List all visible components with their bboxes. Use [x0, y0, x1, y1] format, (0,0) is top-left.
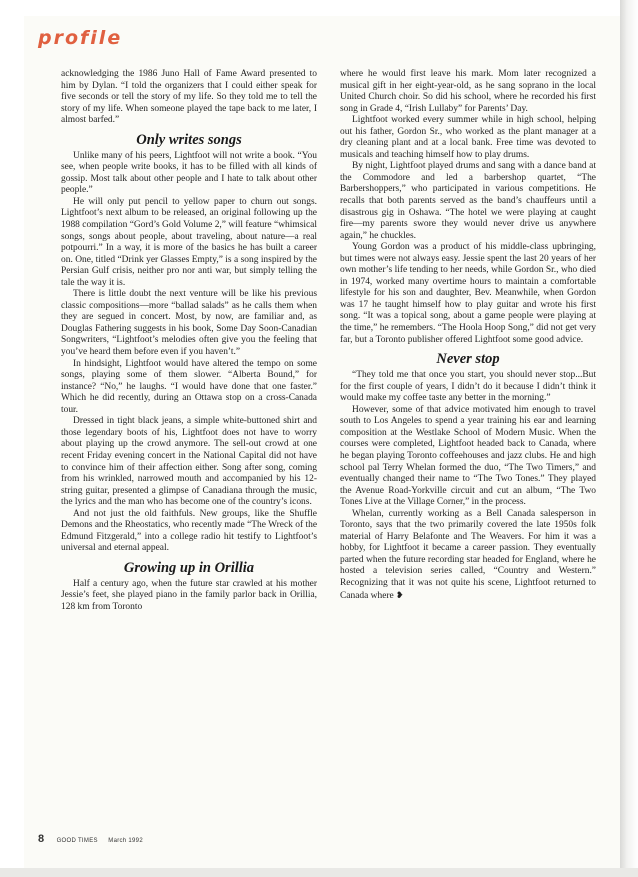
section-kicker: profile: [38, 27, 123, 49]
paragraph: He will only put pencil to yellow paper to churn out songs. Lightfoot’s next album to be released, an original following up the 1988 compilation “Gord’s Gold Volume 2,” will feature “whimsical songs, songs about people, about traveling, about nature—a real potpourri.” In a way, it is more of the basics he has built a career on. One, titled “Drink yer Glasses Empty,” is a song inspired by the Persian Gulf crisis, neither pro nor anti war, but simply telling the tale the way it is.: [61, 196, 317, 288]
paragraph: In hindsight, Lightfoot would have altered the tempo on some songs, playing some of them slower. “Alberta Bound,” for instance? “No,” he laughs. “I would have done that one faster.” Which he did recently, during an Ottawa stop on a cross-Canada tour.: [61, 358, 317, 415]
page-footer: [38, 829, 149, 847]
paragraph: By night, Lightfoot played drums and sang with a dance band at the Commodore and led a barbershop quartet, “The Barbershoppers,” who participated in various competitions. He recalls that both parents served as the band’s chauffeurs until a disastrous gig in Oshawa. “The hotel we were playing at caught fire—my parents swore they would never drive us anywhere again,” he chuckles.: [340, 161, 596, 241]
section-heading: Never stop: [436, 351, 500, 368]
section-heading: Only writes songs: [136, 131, 242, 148]
paragraph: However, some of that advice motivated him enough to travel south to Los Angeles to spend a year training his ear and learning composition at the Westlake School of Modern Music. When the courses were completed, Lightfoot headed back to Canada, where he began playing Toronto coffeehouses and jazz clubs. He and high school pal Terry Whelan formed the duo, “The Two Timers,” and eventually changed their name to “The Two Tones.” They played the Avenue Road-Yorkville circuit and cut an album, “The Two Tones Live at the Village Corner,” in the process.: [340, 404, 596, 508]
paragraph: There is little doubt the next venture will be like his previous classic compositions—more “ballad salads” as he calls them when they are segued in concert. Most, by now, are familiar and, as Douglas Fathering suggests in his book, Some Day Soon-Canadian Songwriters, “Lightfoot’s melodies often give you the feeling that you’ve heard them before even if you haven’t.”: [61, 289, 317, 358]
paragraph: Lightfoot worked every summer while in high school, helping out his father, Gordon Sr., who worked as the plant manager at a dry cleaning plant and at a local bank. Free time was devoted to musicals and teaching himself how to play drums.: [340, 115, 596, 160]
paragraph: acknowledging the 1986 Juno Hall of Fame Award presented to him by Dylan. “I told the organizers that I could either speak for five seconds or tell the story of my life. So they told me to tell the story of my life. When someone played the tape back to me later, I almost barfed.”: [61, 69, 317, 126]
right-column: [340, 69, 596, 602]
paragraph: And not just the old faithfuls. New groups, like the Shuffle Demons and the Rheostatics, who recently made “The Wreck of the Edmund Fitzgerald,” into a college radio hit testify to Lightfoot’s universal and eternal appeal.: [61, 508, 318, 554]
paragraph: Half a century ago, when the future star crawled at his mother Jessie’s feet, she played piano in the family parlor back in Orillia, 128 km from Toronto: [61, 578, 317, 612]
paragraph: where he would first leave his mark. Mom later recognized a musical gift in her eight-year-old, as he sang soprano in the local United Church choir. So did his school, where he recorded his first song in Grade 4, “Irish Lullaby” for Parents’ Day.: [340, 69, 596, 114]
section-heading: Growing up in Orillia: [123, 559, 255, 576]
page-number: 8: [38, 833, 45, 845]
page-edge-shadow: [620, 0, 638, 877]
paragraph: Dressed in tight black jeans, a simple white-buttoned shirt and those legendary boots of his, Lightfoot does not have to worry about playing up the crowd anymore. The sell-out crowd at one recent Friday evening concert in the National Capital did not have to convince him of their affection either. Song after song, coming from his wrinkled, narrowed mouth and accompanied by his 12-string guitar, presented a glimpse of Canadiana through the music, the lyrics and the man who has become one of the country’s icons.: [61, 416, 317, 508]
paragraph: “They told me that once you start, you should never stop...But for the first couple of years, I didn’t do it because I didn’t think it would make my coffee taste any better in the morning.”: [340, 370, 596, 404]
left-column: [61, 69, 317, 614]
paragraph: Whelan, currently working as a Bell Canada salesperson in Toronto, says that the two primarily covered the late 1950s folk material of Harry Belafonte and The Weavers. For him it was a hobby, for Lightfoot it became a career passion. They eventually parted when the future recording star headed for England, where he hosted a television series called, “Country and Western.” Recognizing that it was not quite his scene, Lightfoot returned to Canada where ❥: [340, 508, 596, 601]
issue-date: March 1992: [108, 838, 143, 844]
paragraph: Unlike many of his peers, Lightfoot will not write a book. “You see, when people write books, it has to be filled with all kinds of gossip. Most talk about other people and I hate to talk about other people.”: [61, 150, 317, 196]
publication-name: GOOD TIMES: [56, 838, 98, 844]
continued-icon: ❥: [393, 589, 404, 600]
page-bottom-margin: [0, 868, 638, 877]
paragraph: Young Gordon was a product of his middle-class upbringing, but times were not always easy. Jessie spent the last 20 years of her own mother’s life tending to her needs, while Gordon Sr., who died in 1974, worked many overtime hours to maintain a comfortable lifestyle for his son and daughter, Bev. Meanwhile, when Gordon was 17 he taught himself how to play guitar and wrote his first song. “It was a topical song, about a game people were playing at the time,” he remembers. “The Hoola Hoop Song,” did not get very far, but a Toronto publisher offered Lightfoot some good advice.: [340, 242, 596, 345]
